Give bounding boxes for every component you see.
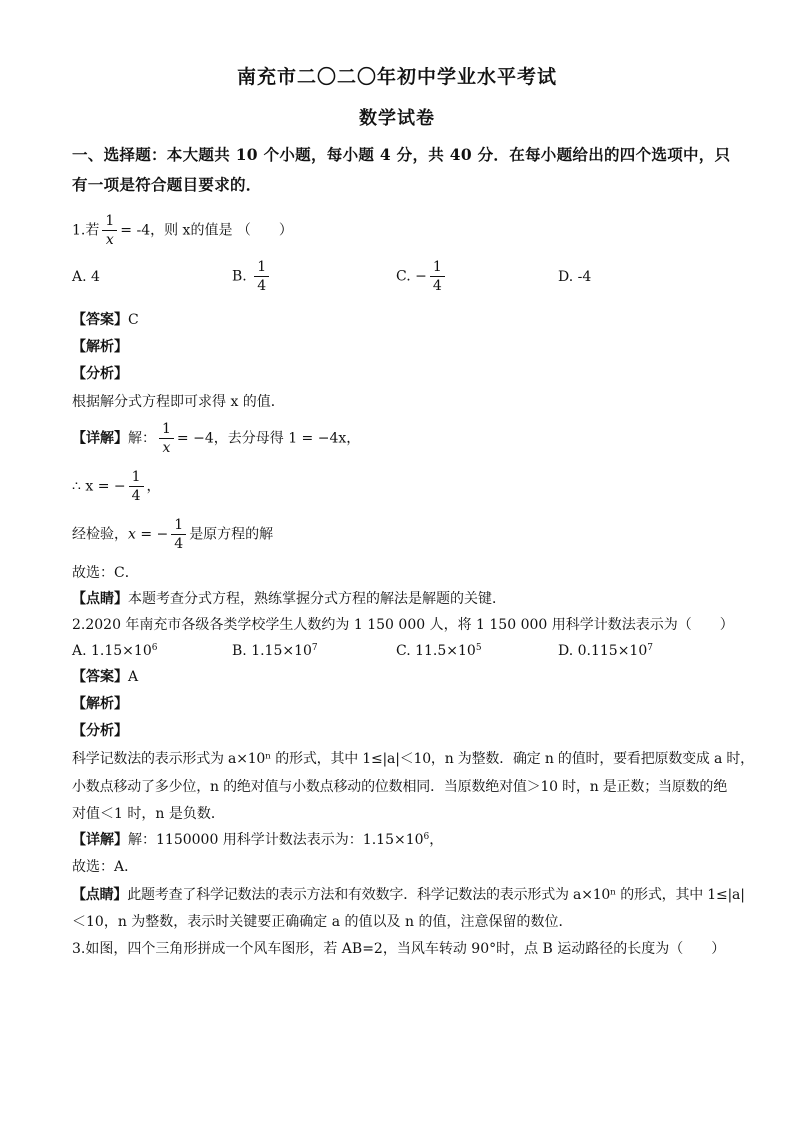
- q1-option-c-frac: [430, 258, 445, 295]
- q1-check-suffix: 是原方程的解: [189, 526, 274, 543]
- q1-option-c-den: 4: [432, 278, 442, 294]
- q2-fenxi-line2: 小数点移动了多少位，n 的绝对值与小数点移动的位数相同．当原数绝对值＞10 时，n 是正数；当原数的绝: [72, 779, 727, 795]
- q2-option-c-exp: 5: [475, 643, 482, 653]
- detail-label: 【详解】: [72, 430, 128, 447]
- q1-fenxi-text: 根据解分式方程即可求得 x 的值．: [72, 394, 285, 410]
- q1-detail-num: 1: [159, 420, 174, 439]
- answer-value: A: [128, 669, 139, 685]
- q1-answer: [72, 309, 732, 331]
- q1-option-c: [396, 258, 448, 295]
- q2-fenxi-line3: 对值＜1 时，n 是负数．: [72, 806, 225, 822]
- q1-step-num: 1: [129, 468, 144, 487]
- q1-detail-den: x: [162, 440, 171, 456]
- q1-fraction: [102, 212, 117, 249]
- section-heading-line2: 有一项是符合题目要求的．: [72, 175, 262, 194]
- q1-check-num: 1: [171, 516, 186, 535]
- q1-step-prefix: ∴ x = −: [72, 478, 126, 495]
- q2-analysis-label: 【解析】: [72, 696, 128, 712]
- q1-comment: [72, 588, 732, 610]
- q1-frac-num: 1: [102, 212, 117, 231]
- q2-detail-exp: 6: [423, 832, 430, 842]
- q1-check-frac: [171, 516, 186, 553]
- page-title: 南充市二〇二〇年初中学业水平考试: [236, 66, 557, 88]
- answer-value: C: [128, 312, 139, 328]
- q2-stem: 2.2020 年南充市各级各类学校学生人数约为 1 150 000 人，将 1 150 000 用科学计数法表示为（ ）: [72, 617, 734, 633]
- q1-stem: [72, 212, 732, 249]
- q1-step: [72, 468, 732, 505]
- q2-answer: [72, 666, 732, 688]
- q1-check-x: x = −: [128, 526, 169, 543]
- q1-step-den: 4: [131, 488, 141, 504]
- q2-fenxi-line1: 科学记数法的表示形式为 a×10ⁿ 的形式，其中 1≤|a|＜10，n 为整数．确定 n 的值时，要看把原数变成 a 时，: [72, 751, 754, 767]
- q1-option-b-label: B.: [232, 268, 247, 285]
- q2-option-a: [72, 640, 157, 662]
- q2-option-b: [232, 640, 318, 662]
- page-subtitle: 数学试卷: [359, 108, 435, 129]
- q2-fenxi-label: 【分析】: [72, 723, 128, 739]
- q1-option-b-frac: [254, 258, 269, 295]
- q2-option-d: [558, 640, 653, 662]
- q2-option-a-exp: 6: [151, 643, 158, 653]
- q1-step-suffix: ，: [146, 478, 161, 495]
- q2-option-c-base: C. 11.5×10: [396, 643, 476, 659]
- q1-check: [72, 516, 732, 553]
- q1-option-c-label: C.: [396, 268, 411, 285]
- answer-label: 【答案】: [72, 312, 128, 328]
- q2-option-a-base: A. 1.15×10: [72, 643, 152, 659]
- q1-step-frac: [129, 468, 144, 505]
- comment-label: 【点睛】: [72, 591, 128, 607]
- q1-option-b: [232, 258, 272, 295]
- q1-option-c-num: 1: [430, 258, 445, 277]
- q1-option-d: D. -4: [558, 269, 592, 285]
- q1-check-prefix: 经检验，: [72, 526, 128, 543]
- q1-check-den: 4: [174, 536, 184, 552]
- q1-detail: [72, 420, 732, 457]
- q1-eq: = -4，则 x的值是 （ ）: [120, 222, 293, 239]
- section-heading-line1: 一、选择题：本大题共 10 个小题，每小题 4 分，共 40 分．在每小题给出的四个选项中，只: [72, 145, 731, 164]
- q1-detail-frac: [159, 420, 174, 457]
- q1-frac-den: x: [105, 232, 114, 248]
- q2-option-c: [396, 640, 482, 662]
- q2-detail: [72, 829, 732, 851]
- q1-detail-eq: = −4，去分母得 1 = −4x，: [176, 430, 361, 447]
- q2-option-b-base: B. 1.15×10: [232, 643, 312, 659]
- q2-detail-suffix: ，: [429, 832, 444, 848]
- q1-choose: 故选：C．: [72, 565, 139, 581]
- q1-option-c-sign: −: [415, 268, 427, 285]
- q3-stem: 3.如图，四个三角形拼成一个风车图形，若 AB=2，当风车转动 90°时，点 B 运动路径的长度为（ ）: [72, 941, 726, 957]
- q2-comment-line1: [72, 884, 745, 906]
- q2-option-b-exp: 7: [311, 643, 318, 653]
- detail-label: 【详解】: [72, 832, 128, 848]
- q1-prefix: 1.若: [72, 222, 100, 239]
- q1-option-a: A. 4: [72, 269, 100, 285]
- q1-option-b-num: 1: [254, 258, 269, 277]
- q2-detail-base: 解：1150000 用科学计数法表示为：1.15×10: [128, 832, 424, 848]
- q1-analysis-label: 【解析】: [72, 339, 128, 355]
- q2-choose: 故选：A．: [72, 859, 139, 875]
- comment-text: 本题考查分式方程，熟练掌握分式方程的解法是解题的关键．: [128, 591, 506, 607]
- answer-label: 【答案】: [72, 669, 128, 685]
- q1-option-b-den: 4: [257, 278, 267, 294]
- q2-option-d-exp: 7: [647, 643, 653, 653]
- q2-comment-line2: ＜10，n 为整数，表示时关键要正确确定 a 的值以及 n 的值，注意保留的数位．: [72, 914, 573, 930]
- q1-fenxi-label: 【分析】: [72, 366, 128, 382]
- comment-text: 此题考查了科学记数法的表示方法和有效数字．科学记数法的表示形式为 a×10ⁿ 的形式，其中 1≤|a|: [127, 887, 745, 903]
- detail-prefix: 解：: [128, 430, 156, 447]
- q2-option-d-base: D. 0.115×10: [558, 643, 648, 659]
- comment-label: 【点睛】: [72, 887, 128, 903]
